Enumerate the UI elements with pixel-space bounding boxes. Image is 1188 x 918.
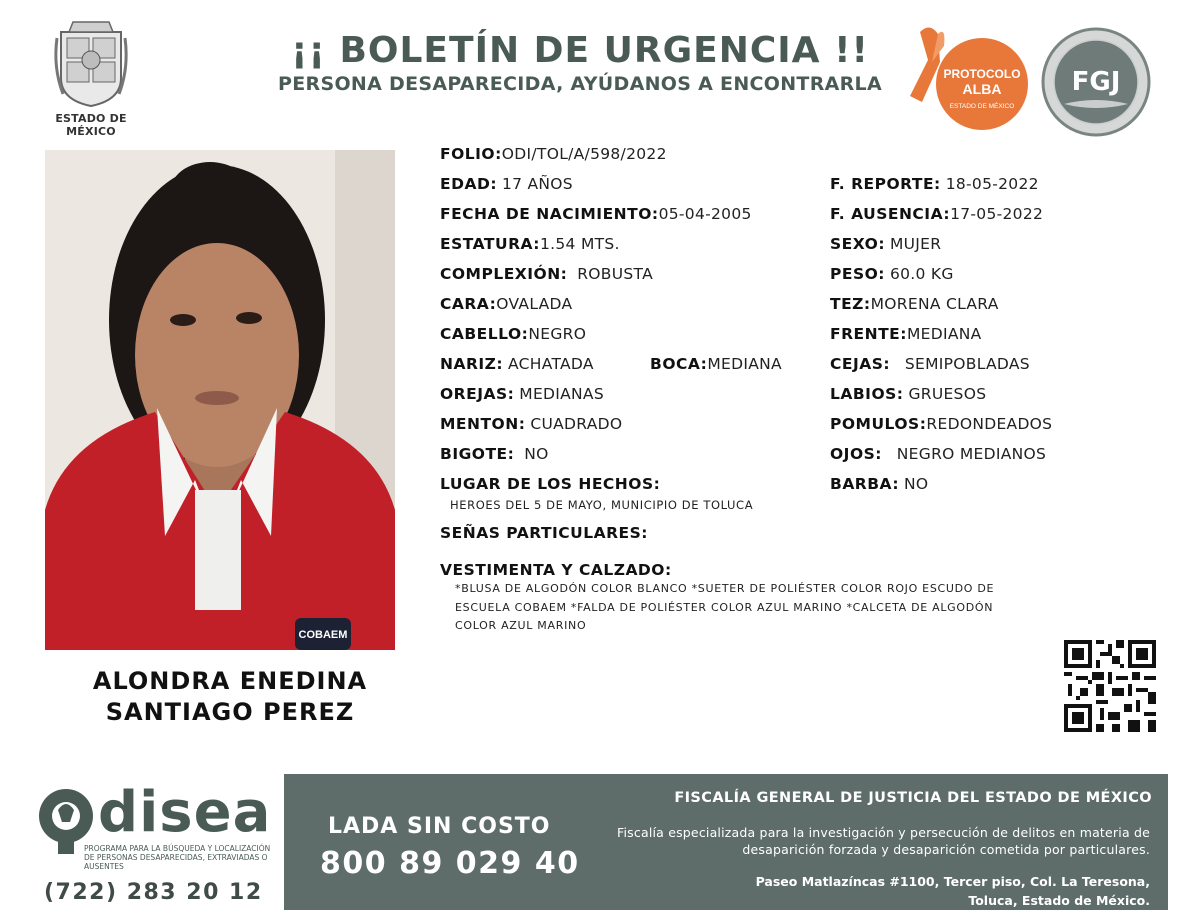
field-boca: BOCA:MEDIANA bbox=[650, 355, 782, 373]
fgj-logo bbox=[1040, 26, 1152, 138]
field-folio: FOLIO:ODI/TOL/A/598/2022 bbox=[440, 145, 667, 163]
field-cejas: CEJAS: SEMIPOBLADAS bbox=[830, 355, 1030, 373]
odisea-logo bbox=[36, 780, 276, 906]
field-reporte: F. REPORTE: 18-05-2022 bbox=[830, 175, 1039, 193]
footer-bar bbox=[284, 774, 1168, 910]
address-line2: Toluca, Estado de México. bbox=[968, 893, 1150, 908]
field-edad: EDAD: 17 AÑOS bbox=[440, 175, 573, 193]
field-lugar-label: LUGAR DE LOS HECHOS: bbox=[440, 475, 661, 493]
fgj-label: FGJ bbox=[1071, 67, 1121, 97]
person-name bbox=[60, 666, 400, 728]
coat-of-arms-icon bbox=[51, 18, 131, 108]
field-vestimenta-value: *BLUSA DE ALGODÓN COLOR BLANCO *SUETER DE POLIÉSTER COLOR ROJO ESCUDO DE ESCUELA COBAEM *FALDA DE POLIÉSTER COLOR AZUL MARINO *CALCETA DE ALGODÓN COLOR AZUL MARINO bbox=[455, 582, 995, 632]
field-vestimenta-label: VESTIMENTA Y CALZADO: bbox=[440, 561, 672, 579]
odisea-description: PROGRAMA PARA LA BÚSQUEDA Y LOCALIZACIÓN DE PERSONAS DESAPARECIDAS, EXTRAVIADAS O AUSENTES bbox=[84, 844, 271, 871]
name-line1: ALONDRA ENEDINA bbox=[92, 667, 368, 695]
field-ausencia: F. AUSENCIA:17-05-2022 bbox=[830, 205, 1044, 223]
field-lugar-value: HEROES DEL 5 DE MAYO, MUNICIPIO DE TOLUCA bbox=[450, 498, 754, 512]
fiscalia-title: FISCALÍA GENERAL DE JUSTICIA DEL ESTADO DE MÉXICO bbox=[674, 790, 1152, 806]
fiscalia-address bbox=[590, 872, 1150, 910]
field-sexo: SEXO: MUJER bbox=[830, 235, 942, 253]
field-bigote: BIGOTE: NO bbox=[440, 445, 549, 463]
field-labios: LABIOS: GRUESOS bbox=[830, 385, 987, 403]
qr-icon bbox=[1064, 640, 1156, 732]
fiscalia-description: Fiscalía especializada para la investigación y persecución de delitos en materia de desaparición forzada y desaparición cometida por particulares. bbox=[617, 825, 1150, 857]
lada-number[interactable]: 800 89 029 40 bbox=[320, 846, 580, 881]
field-tez: TEZ:MORENA CLARA bbox=[830, 295, 999, 313]
field-orejas: OREJAS: MEDIANAS bbox=[440, 385, 604, 403]
person-photo bbox=[45, 150, 395, 650]
field-senas: SEÑAS PARTICULARES: bbox=[440, 524, 649, 542]
field-nariz: NARIZ: ACHATADA bbox=[440, 355, 594, 373]
alba-line2: ALBA bbox=[962, 81, 1002, 97]
page-subtitle: PERSONA DESAPARECIDA, AYÚDANOS A ENCONTRARLA bbox=[278, 73, 882, 95]
field-ojos: OJOS: NEGRO MEDIANOS bbox=[830, 445, 1047, 463]
field-menton: MENTON: CUADRADO bbox=[440, 415, 623, 433]
field-cara: CARA:OVALADA bbox=[440, 295, 573, 313]
ribbon-icon bbox=[910, 27, 940, 102]
estado-de-mexico-logo bbox=[30, 18, 152, 138]
estado-label: ESTADO DE MÉXICO bbox=[55, 112, 127, 138]
photo-badge: COBAEM bbox=[298, 629, 348, 641]
field-pomulos: POMULOS:REDONDEADOS bbox=[830, 415, 1053, 433]
alba-line3: ESTADO DE MÉXICO bbox=[949, 103, 1015, 110]
address-line1: Paseo Matlazíncas #1100, Tercer piso, Col. La Teresona, bbox=[755, 874, 1150, 889]
page-title: ¡¡ BOLETÍN DE URGENCIA !! bbox=[291, 30, 869, 71]
alba-line1: PROTOCOLO bbox=[943, 67, 1021, 81]
odisea-wordmark: disea bbox=[98, 780, 272, 845]
lada-title: LADA SIN COSTO bbox=[328, 814, 551, 839]
name-line2: SANTIAGO PEREZ bbox=[105, 698, 355, 726]
field-frente: FRENTE:MEDIANA bbox=[830, 325, 982, 343]
field-estatura: ESTATURA:1.54 MTS. bbox=[440, 235, 620, 253]
field-cabello: CABELLO:NEGRO bbox=[440, 325, 587, 343]
field-nacimiento: FECHA DE NACIMIENTO:05-04-2005 bbox=[440, 205, 752, 223]
field-barba: BARBA: NO bbox=[830, 475, 929, 493]
field-complexion: COMPLEXIÓN: ROBUSTA bbox=[440, 265, 653, 283]
field-peso: PESO: 60.0 KG bbox=[830, 265, 954, 283]
bulletin-title bbox=[240, 30, 920, 95]
odisea-phone[interactable]: (722) 283 20 12 bbox=[44, 880, 263, 905]
protocolo-alba-logo bbox=[900, 22, 1030, 132]
qr-code[interactable] bbox=[1064, 640, 1156, 732]
